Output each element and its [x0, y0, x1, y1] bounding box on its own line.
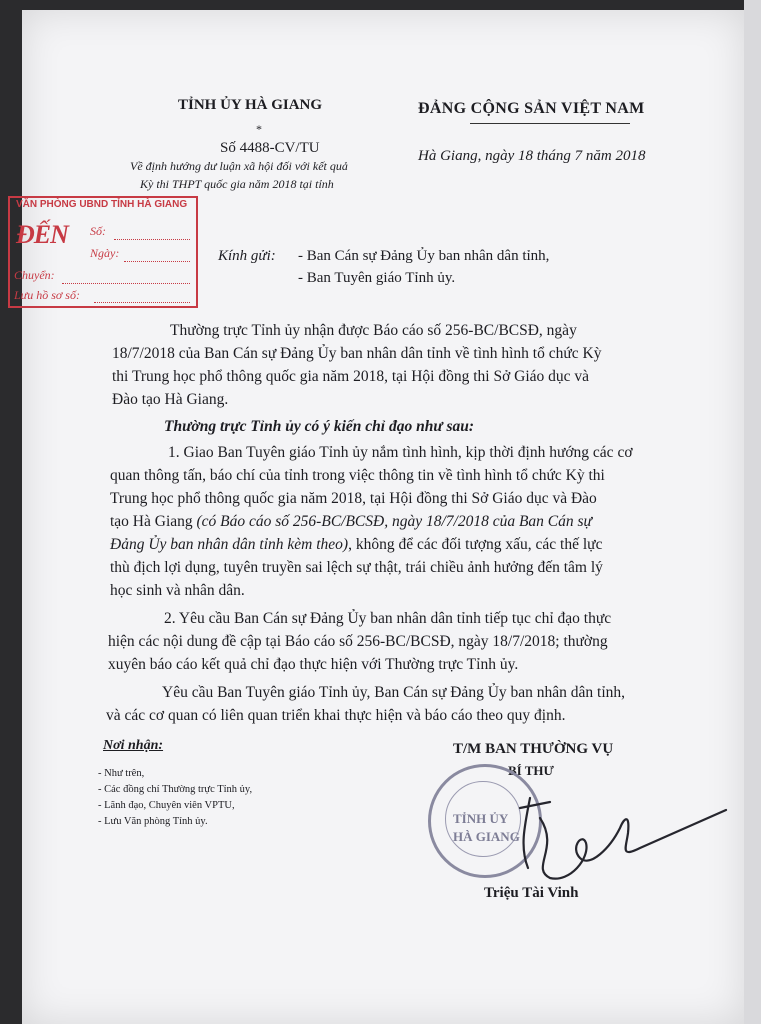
body-p2-line-1: 1. Giao Ban Tuyên giáo Tỉnh ủy nắm tình hình, kịp thời định hướng các cơ	[168, 444, 633, 461]
body-p2-line-2: quan thông tấn, báo chí của tỉnh trong việc thông tin về tình hình tổ chức Kỳ thi	[110, 467, 605, 484]
body-p1-line-2: 18/7/2018 của Ban Cán sự Đảng Ủy ban nhân dân tỉnh về tình hình tổ chức Kỳ	[112, 345, 602, 362]
seal-text-1: TỈNH ỦY	[453, 811, 509, 826]
handwritten-signature	[490, 788, 730, 888]
body-p3-line-1: 2. Yêu cầu Ban Cán sự Đảng Ủy ban nhân dân tỉnh tiếp tục chỉ đạo thực	[164, 610, 612, 627]
stamp-chuyen-label: Chuyển:	[14, 268, 55, 282]
recipient-1: - Ban Cán sự Đảng Ủy ban nhân dân tỉnh,	[298, 248, 550, 264]
body-p2-line-7: học sinh và nhân dân.	[110, 582, 245, 599]
body-p3-line-3: xuyên báo cáo kết quả chỉ đạo thực hiện với Thường trực Tỉnh ủy.	[108, 656, 519, 673]
party-underline	[470, 123, 630, 124]
body-p2-line-5-plain: , không để các đối tượng xấu, các thế lực	[348, 536, 603, 553]
recipients-label: Kính gửi:	[218, 248, 276, 264]
body-p2-line-4-plain: tạo Hà Giang	[110, 513, 197, 530]
body-p3-line-2: hiện các nội dung đề cập tại Báo cáo số 256-BC/BCSĐ, ngày 18/7/2018; thường	[108, 633, 608, 650]
body-p2-line-5-italic: Đảng Ủy ban nhân dân tỉnh kèm theo)	[110, 536, 349, 553]
stamp-so-label: Số:	[90, 224, 106, 238]
stamp-office: VĂN PHÒNG UBND TỈNH HÀ GIANG	[16, 199, 188, 210]
subject-line-1: Về định hướng dư luận xã hội đối với kết quả	[130, 159, 348, 173]
distribution-item-3: - Lãnh đạo, Chuyên viên VPTU,	[98, 800, 235, 811]
body-p1-line-4: Đào tạo Hà Giang.	[112, 391, 229, 408]
body-p4-line-1: Yêu cầu Ban Tuyên giáo Tỉnh ủy, Ban Cán sự Đảng Ủy ban nhân dân tỉnh,	[162, 684, 626, 701]
stamp-ngay-dots	[124, 260, 190, 262]
document-page	[14, 10, 744, 1024]
recipient-2: - Ban Tuyên giáo Tỉnh ủy.	[298, 270, 456, 286]
seal-text-2: HÀ GIANG	[453, 829, 520, 844]
body-p4-line-2: và các cơ quan có liên quan triển khai thực hiện và báo cáo theo quy định.	[106, 707, 566, 724]
directive-heading: Thường trực Tỉnh ủy có ý kiến chỉ đạo như sau:	[164, 418, 475, 435]
body-p2-line-5	[110, 536, 602, 554]
body-p1-line-1: Thường trực Tỉnh ủy nhận được Báo cáo số 256-BC/BCSĐ, ngày	[170, 322, 577, 339]
header-star: *	[256, 122, 262, 136]
body-p2-line-3: Trung học phổ thông quốc gia năm 2018, tại Hội đồng thi Sở Giáo dục và Đào	[110, 490, 597, 507]
stamp-chuyen-dots	[62, 282, 190, 284]
party-name: ĐẢNG CỘNG SẢN VIỆT NAM	[418, 100, 645, 117]
stamp-so-dots	[114, 238, 190, 240]
distribution-item-1: - Như trên,	[98, 768, 145, 779]
receiving-stamp	[8, 196, 198, 308]
signer-name: Triệu Tài Vinh	[484, 885, 579, 901]
issuing-organization: TỈNH ỦY HÀ GIANG	[178, 97, 323, 113]
date-line: Hà Giang, ngày 18 tháng 7 năm 2018	[418, 148, 646, 164]
stamp-luu-label: Lưu hồ sơ số:	[14, 288, 80, 302]
distribution-item-2: - Các đồng chí Thường trực Tỉnh ủy,	[98, 784, 253, 795]
signature-title: T/M BAN THƯỜNG VỤ	[453, 741, 614, 757]
document-number: Số 4488-CV/TU	[220, 140, 320, 156]
distribution-item-4: - Lưu Văn phòng Tỉnh ủy.	[98, 816, 208, 827]
stamp-den: ĐẾN	[16, 220, 68, 249]
distribution-title: Nơi nhận:	[103, 738, 164, 753]
body-p2-line-6: thù địch lợi dụng, tuyên truyền sai lệch sự thật, trái chiều ảnh hưởng đến tâm lý	[110, 559, 603, 576]
subject-line-2: Kỳ thi THPT quốc gia năm 2018 tại tỉnh	[140, 177, 334, 191]
body-p1-line-3: thi Trung học phổ thông quốc gia năm 2018, tại Hội đồng thi Sở Giáo dục và	[112, 368, 590, 385]
stamp-luu-dots	[94, 301, 190, 303]
body-p2-line-4-italic: (có Báo cáo số 256-BC/BCSĐ, ngày 18/7/2018 của Ban Cán sự	[196, 513, 593, 530]
signature-subtitle: BÍ THƯ	[508, 763, 554, 778]
body-p2-line-4	[110, 513, 592, 531]
stamp-ngay-label: Ngày:	[90, 246, 120, 260]
